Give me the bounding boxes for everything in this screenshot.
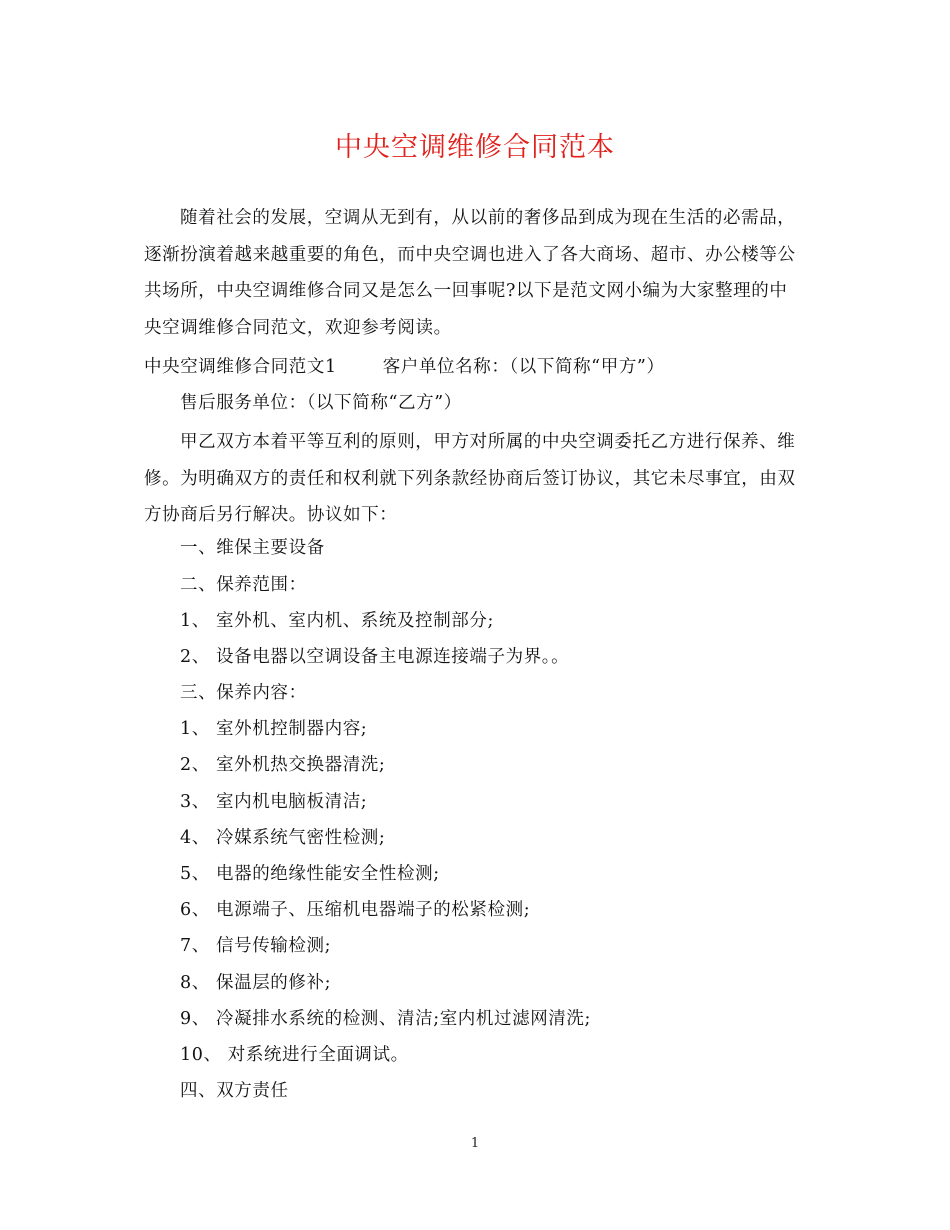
sample-heading-line: [144, 352, 824, 382]
agreement-paragraph: 甲乙双方本着平等互利的原则，甲方对所属的中央空调委托乙方进行保养、维修。为明确双方的责任和权利就下列条款经协商后签订协议，其它未尽事宜，由双方协商后另行解决。协议如下：: [144, 432, 796, 525]
content-item: 6、 电源端子、压缩机电器端子的松紧检测;: [180, 900, 531, 920]
content-item: 1、 室外机控制器内容;: [180, 719, 368, 739]
content-item: 7、 信号传输检测;: [180, 936, 332, 956]
page-number: 1: [470, 1136, 480, 1151]
intro-paragraph: 随着社会的发展，空调从无到有，从以前的奢侈品到成为现在生活的必需品，逐渐扮演着越来越重要的角色，而中央空调也进入了各大商场、超市、办公楼等公共场所，中央空调维修合同又是怎么一回事呢?以下是范文网小编为大家整理的中央空调维修合同范文，欢迎参考阅读。: [144, 208, 796, 338]
section-heading-4: 四、双方责任: [180, 1081, 289, 1101]
document-title: 中央空调维修合同范本: [335, 132, 615, 163]
content-item: 4、 冷媒系统气密性检测;: [180, 828, 386, 848]
scope-item: 2、 设备电器以空调设备主电源连接端子为界。。: [180, 647, 570, 667]
section-heading-3: 三、保养内容：: [180, 683, 307, 703]
sample-heading: 中央空调维修合同范文1: [144, 357, 337, 377]
content-item: 3、 室内机电脑板清洁;: [180, 792, 368, 812]
content-item: 8、 保温层的修补;: [180, 973, 332, 993]
content-item: 2、 室外机热交换器清洗;: [180, 755, 386, 775]
content-item: 10、 对系统进行全面调试。: [180, 1045, 409, 1065]
content-item: 5、 电器的绝缘性能安全性检测;: [180, 864, 440, 884]
scope-item: 1、 室外机、室内机、系统及控制部分;: [180, 611, 494, 631]
document-body: [144, 0, 824, 1230]
section-heading-1: 一、维保主要设备: [180, 538, 325, 558]
section-heading-2: 二、保养范围：: [180, 575, 307, 595]
service-line: 售后服务单位：（以下简称“乙方”）: [180, 393, 462, 413]
client-line: 客户单位名称：（以下简称“甲方”）: [382, 357, 665, 377]
content-item: 9、 冷凝排水系统的检测、清洁;室内机过滤网清洗;: [180, 1009, 591, 1029]
